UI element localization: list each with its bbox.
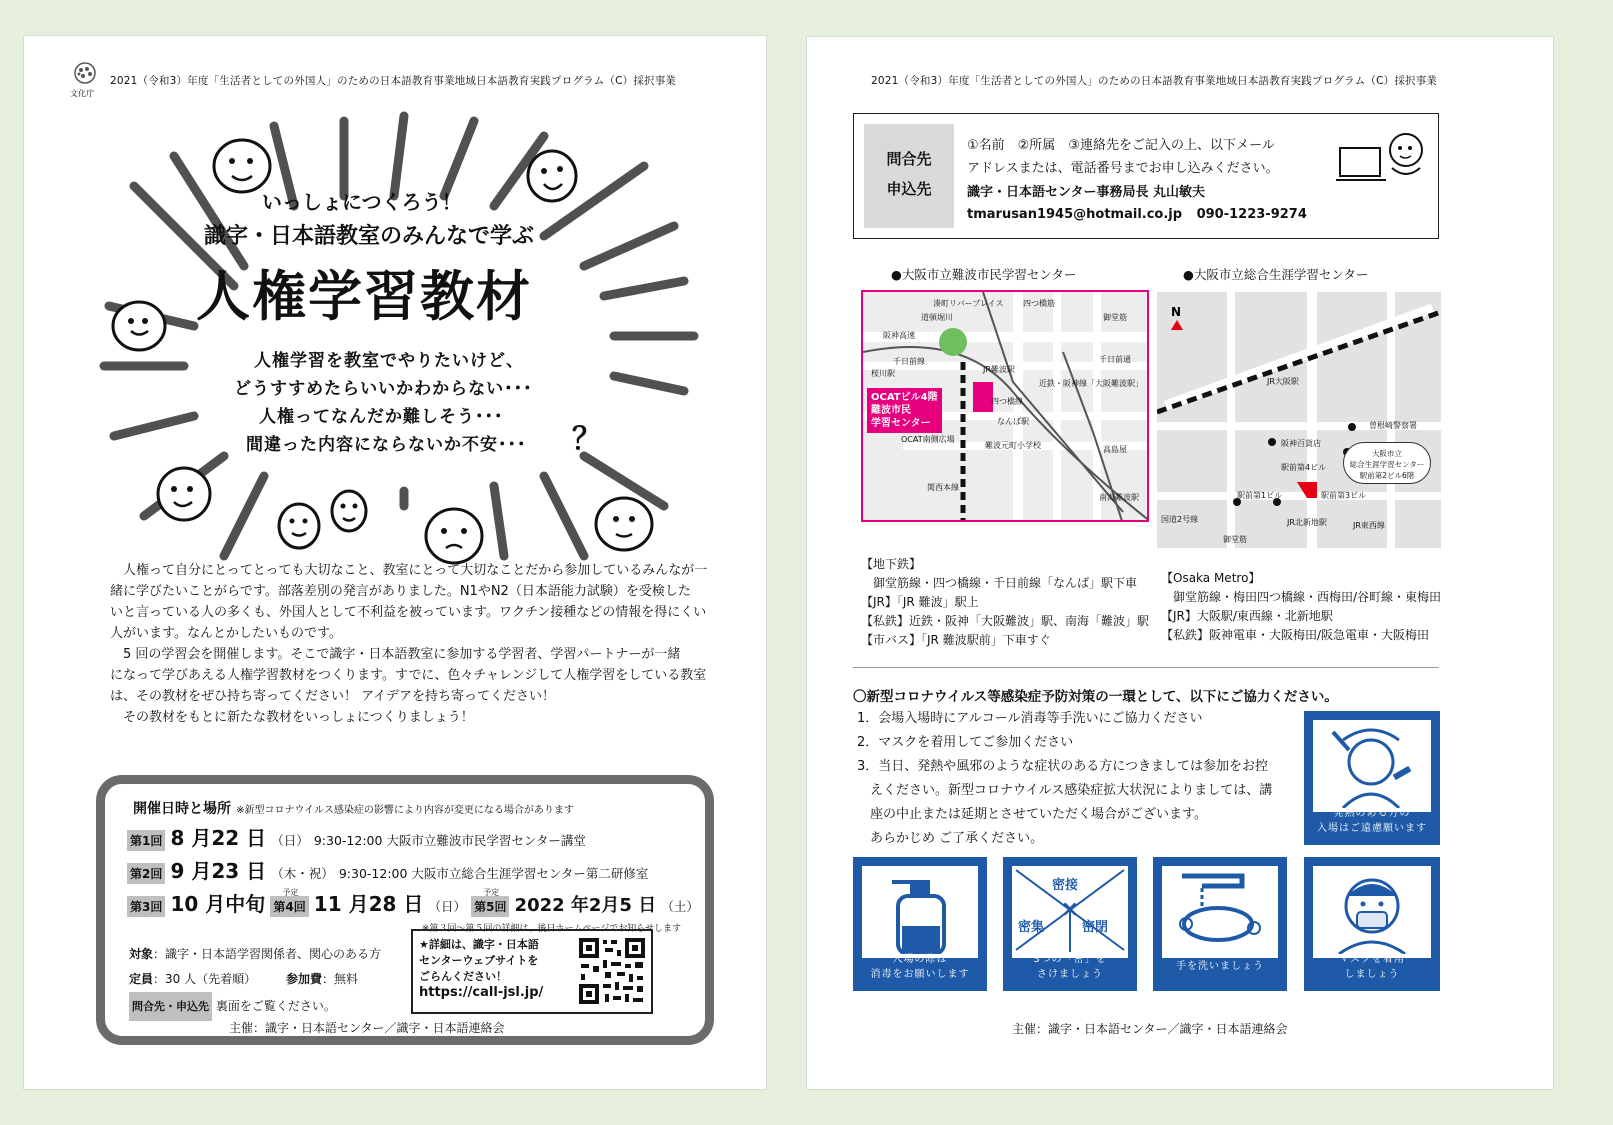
callout-line: 大阪市立 [1372, 449, 1402, 458]
map1-title: ●大阪市立難波市民学習センター [891, 267, 1077, 282]
logo-text: 文化庁 [70, 89, 94, 98]
map-label: 桜川駅 [871, 369, 895, 378]
event-details [129, 942, 381, 1021]
map-label: 高島屋 [1103, 445, 1127, 454]
pictogram-caption: さけましょう [1037, 969, 1103, 980]
intro-line: 緒に学びたいことがらです。部落差別の発言がありました。N1やN2（日本語能力試験）を受検した [110, 584, 691, 599]
intro-line: は、その教材をぜひ持ち寄ってください！ アイデアを持ち寄ってください！ [110, 689, 555, 704]
contact-label-line: 申込先 [886, 180, 932, 198]
session-day: （日） [271, 833, 309, 848]
headline-class: 識字・日本語教室のみんなで学ぶ [204, 224, 535, 249]
map-label: 難波元町小学校 [985, 441, 1041, 450]
map-label: JR難波駅 [983, 365, 1015, 374]
mitsu-label: 密接 [1052, 878, 1079, 893]
map-label: 千日前通 [1099, 355, 1131, 364]
map-label: 御堂筋 [1103, 313, 1127, 322]
map-label: JR北新地駅 [1287, 518, 1327, 527]
session-label: 第4回 [270, 896, 308, 917]
session-date: 9 月23 日 [170, 859, 267, 883]
callout-line: 総合生涯学習センター [1349, 460, 1425, 469]
access-line: 【地下鉄】 [861, 557, 922, 571]
map-label: 阪神高速 [883, 331, 915, 340]
map-label: 駅前第3ビル [1321, 491, 1367, 500]
worry-line: 人権ってなんだか難しそう･･･ [259, 407, 504, 427]
access-line: 【私鉄】近鉄・阪神「大阪難波」駅、南海「難波」駅 [861, 614, 1150, 628]
program-header: 2021（令和3）年度「生活者としての外国人」のための日本語教育事業地域日本語教育実践プログラム（C）採択事業 [110, 75, 677, 87]
intro-line: いと言っている人の多くも、外国人として不利益を被っています。ワクチン接種などの情報を得にくい [110, 605, 707, 620]
contact-label-line: 問合先 [886, 150, 932, 168]
contact-phone[interactable]: 090-1223-9274 [1196, 207, 1307, 222]
session-1 [127, 822, 586, 851]
callout-line: 学習センター [871, 418, 931, 429]
pictogram-caption: 入場の際は [892, 954, 948, 965]
sanitizer-pictogram [853, 857, 987, 991]
session-detail: 9:30-12:00 大阪市立難波市民学習センター講堂 [313, 833, 586, 848]
fever-person-icon [1313, 720, 1431, 808]
session-2 [127, 855, 648, 884]
website-url[interactable]: https://call-jsl.jp/ [419, 985, 544, 1000]
pictogram-caption: 消毒をお願いします [870, 969, 970, 980]
organizer-footer: 主催：識字・日本語センター／識字・日本語連絡会 [1012, 1022, 1288, 1036]
contact-box [853, 113, 1439, 239]
session-day: （土） [661, 899, 699, 914]
map-label: 御堂筋 [1223, 535, 1247, 544]
schedule-box [96, 775, 714, 1045]
map-label: JR大阪駅 [1267, 377, 1299, 386]
session-date: 8 月22 日 [170, 826, 267, 850]
session-label: 第3回 [127, 896, 165, 917]
access-line: 【JR】大阪駅/東西線・北新地駅 [1161, 609, 1333, 623]
session-label: 第1回 [127, 830, 165, 851]
schedule-title: 開催日時と場所 [133, 801, 231, 817]
main-title: 人権学習教材 [196, 265, 532, 328]
target-value: ：識字・日本語学習関係者、関心のある方 [153, 947, 382, 961]
access-line: 【私鉄】阪神電車・大阪梅田/阪急電車・大阪梅田 [1161, 628, 1430, 642]
map-label: 四つ橋線 [991, 397, 1023, 406]
tentative-tag: 予定 [282, 888, 299, 897]
left-page [23, 35, 767, 1090]
pictogram-caption: 入場はご遠慮願います [1317, 823, 1427, 834]
headline-together: いっしょにつくろう！ [262, 190, 462, 214]
intro-line: 5 回の学習会を開催します。そこで識字・日本語教室に参加する学習者、学習パートナーが一緒 [110, 647, 681, 662]
website-text: ★詳細は、識字・日本語 [419, 938, 539, 951]
svg-text:N: N [1171, 305, 1182, 319]
map-label: なんば駅 [997, 417, 1029, 426]
mitsu-label: 密閉 [1082, 920, 1109, 935]
covid-item: えください。新型コロナウイルス感染症拡大状況によりましては、講 [857, 783, 1273, 798]
contact-label: 問合先・申込先 [129, 992, 212, 1021]
callout-line: OCATビル4階 [871, 392, 938, 403]
map-label: 湊町リバープレイス [933, 299, 1004, 308]
map-namba [861, 290, 1149, 522]
map-label: 南海難波駅 [1099, 493, 1139, 502]
session-date: 2022 年2月5 日 [514, 895, 657, 916]
fee-label: 参加費 [285, 972, 322, 986]
contact-value: 裏面をご覧ください。 [215, 999, 336, 1013]
intro-line: その教材をもとに新たな教材をいっしょにつくりましょう！ [110, 710, 474, 725]
contact-person: 識字・日本語センター事務局長 丸山敏夫 [967, 185, 1206, 200]
access-line: 御堂筋線・四つ橋線・千日前線「なんば」駅下車 [861, 576, 1138, 590]
covid-item: 1．会場入場時にアルコール消毒等手洗いにご協力ください [857, 711, 1203, 726]
contact-instructions: ①名前 ②所属 ③連絡先をご記入の上、以下メール [967, 138, 1275, 153]
access-line: 【市バス】「JR 難波駅前」下車すぐ [861, 633, 1051, 647]
contact-label [864, 124, 954, 228]
map-label: 阪神百貨店 [1281, 439, 1321, 448]
tentative-tag: 予定 [483, 888, 500, 897]
website-box [411, 929, 653, 1014]
session-date: 11 月28 日 [313, 892, 424, 916]
intro-line: 人権って自分にとってとっても大切なこと、教室にとって大切なことだから参加しているみんなが一 [110, 563, 708, 578]
mask-person-icon [1313, 866, 1431, 954]
map-label: 駅前第4ビル [1281, 463, 1327, 472]
covid-item: 2．マスクを着用してご参加ください [857, 735, 1074, 750]
session-day: （日） [428, 899, 466, 914]
capacity-label: 定員 [129, 972, 154, 986]
covid-list [857, 707, 1272, 851]
website-text: ごらんください！ [419, 970, 507, 983]
session-3-5 [127, 888, 699, 917]
intro-line: 人がいます。なんとかしたいものです。 [110, 626, 342, 641]
session-day: （木・祝） [271, 866, 334, 881]
map1-callout [867, 388, 942, 433]
schedule-note-2: ※第３回～第５回の詳細は、後日ホームページでお知らせします [421, 924, 681, 934]
access-line: 【JR】「JR 難波」駅上 [861, 595, 979, 609]
fee-value: ：無料 [321, 972, 358, 986]
divider [853, 667, 1439, 668]
pictogram-caption: しましょう [1344, 969, 1400, 980]
mask-pictogram [1304, 857, 1440, 991]
fever-pictogram [1304, 711, 1440, 845]
access-line: 【Osaka Metro】 [1161, 571, 1261, 585]
intro-line: になって学びあえる人権学習教材をつくります。すでに、色々チャレンジして人権学習をしている教室 [110, 668, 707, 683]
worry-line: どうすすめたらいいかわからない･･･ [234, 379, 533, 399]
session-detail: 9:30-12:00 大阪市立総合生涯学習センター第二研修室 [338, 866, 649, 881]
session-label: 第2回 [127, 863, 165, 884]
burst-decoration [24, 36, 768, 636]
covid-title: 〇新型コロナウイルス等感染症予防対策の一環として、以下にご協力ください。 [853, 689, 1338, 705]
map2-title: ●大阪市立総合生涯学習センター [1183, 267, 1369, 282]
covid-item: 3．当日、発熱や風邪のような症状のある方につきましては参加をお控 [857, 759, 1269, 774]
map-label: 四つ橋筋 [1023, 299, 1055, 308]
session-label: 第5回 [471, 896, 509, 917]
covid-item: あらかじめ ご了承ください。 [857, 831, 1044, 846]
intro-text [110, 560, 707, 728]
three-cs-pictogram [1003, 857, 1137, 991]
right-page [806, 36, 1554, 1090]
map-umeda [1157, 292, 1441, 548]
map-label: JR東西線 [1353, 521, 1385, 530]
schedule-note: ※新型コロナウイルス感染症の影響により内容が変更になる場合があります [236, 805, 574, 816]
qr-code-icon[interactable] [577, 936, 647, 1006]
svg-text:×: × [1060, 897, 1080, 922]
access-line: 御堂筋線・梅田四つ橋線・西梅田/谷町線・東梅田 [1161, 590, 1442, 604]
handwash-pictogram [1153, 857, 1287, 991]
map-label: 曽根崎警察署 [1369, 421, 1417, 430]
map-label: 国道2号線 [1161, 515, 1199, 524]
website-text: センターウェブサイトを [419, 954, 539, 967]
question-mark: ？ [572, 422, 602, 457]
target-label: 対象 [129, 947, 154, 961]
session-date: 10 月中旬 [170, 892, 266, 916]
handwash-icon [1162, 866, 1278, 954]
covid-item: 座の中止または延期とさせていただく場合がございます。 [857, 807, 1207, 822]
contact-instructions: アドレスまたは、電話番号までお申し込みください。 [967, 161, 1279, 176]
laptop-person-icon [1336, 128, 1431, 188]
map-label: OCAT南側広場 [901, 435, 955, 444]
access-umeda [1161, 569, 1441, 645]
map-label: 千日前線 [893, 357, 925, 366]
pictogram-caption: 発熱のある方の [1333, 808, 1411, 819]
mitsu-label: 密集 [1018, 920, 1045, 935]
map-label: 近鉄・阪神線「大阪難波駅」 [1039, 379, 1143, 388]
worry-line: 人権学習を教室でやりたいけど、 [254, 351, 524, 371]
access-namba [861, 555, 1149, 650]
contact-email[interactable]: tmarusan1945@hotmail.co.jp [967, 207, 1183, 222]
worries-block [234, 346, 533, 455]
map-label: 道頓堀川 [921, 313, 953, 322]
map-label: 駅前第1ビル [1237, 491, 1283, 500]
pictogram-caption: 3つの「密」を [1033, 954, 1107, 965]
pictogram-caption: マスクを着用 [1339, 954, 1405, 965]
map-label: 関西本線 [927, 483, 959, 492]
capacity-value: ：30 人（先着順） [153, 972, 257, 986]
pictogram-caption: 手を洗いましょう [1176, 961, 1264, 972]
callout-line: 難波市民 [871, 405, 911, 416]
organizer-footer: 主催：識字・日本語センター／識字・日本語連絡会 [229, 1021, 505, 1035]
sanitizer-bottle-icon [862, 866, 978, 954]
callout-line: 駅前第2ビル6階 [1359, 471, 1415, 480]
worry-line: 間違った内容にならないか不安･･･ [246, 435, 527, 455]
program-header: 2021（令和3）年度「生活者としての外国人」のための日本語教育事業地域日本語教育実践プログラム（C）採択事業 [871, 75, 1438, 87]
map2-callout [1343, 442, 1431, 484]
